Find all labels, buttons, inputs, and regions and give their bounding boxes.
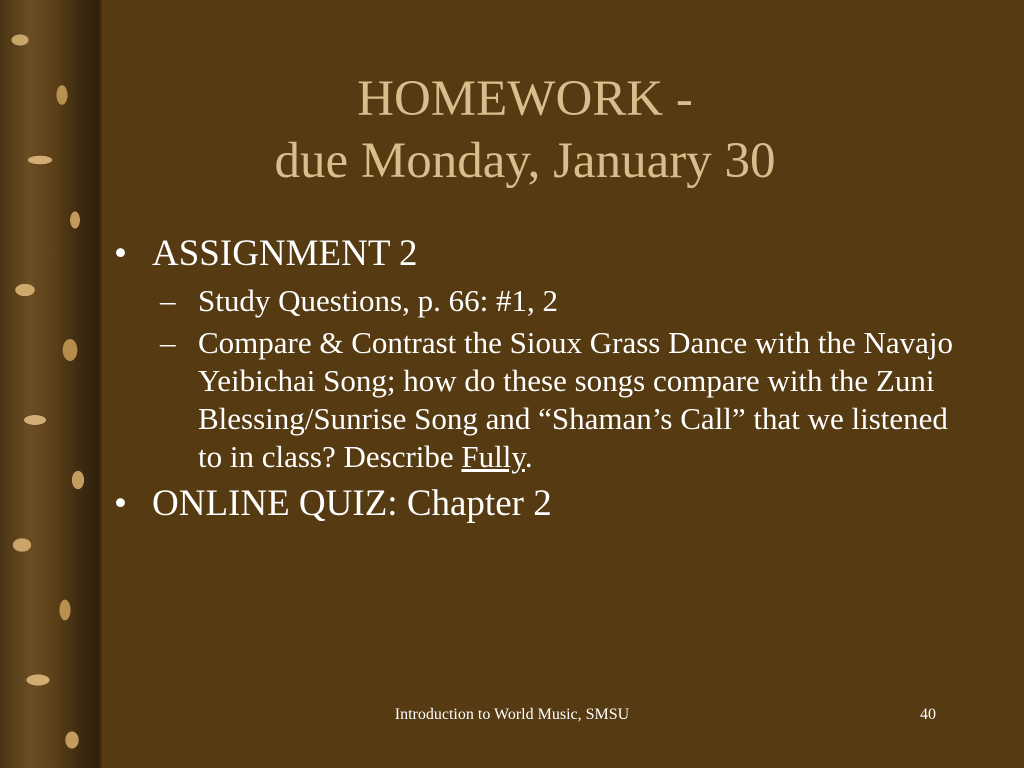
underlined-word: Fully	[461, 439, 525, 474]
bullet-online-quiz	[110, 482, 960, 526]
sub-bullet-text: Study Questions, p. 66: #1, 2	[198, 283, 558, 318]
bullet-text: ASSIGNMENT 2	[152, 233, 418, 274]
decoration-divider	[98, 0, 102, 768]
slide-footer: Introduction to World Music, SMSU	[394, 706, 630, 723]
slide-title	[110, 68, 940, 192]
dash-icon: –	[160, 325, 176, 360]
title-line-2: due Monday, January 30	[274, 133, 776, 189]
bullet-icon: •	[114, 233, 127, 274]
title-line-1: HOMEWORK -	[357, 71, 693, 127]
slide-body	[110, 232, 960, 532]
page-number: 40	[920, 706, 936, 723]
sub-bullet-text: Compare & Contrast the Sioux Grass Dance with the Navajo Yeibichai Song; how do these songs compare with the Zuni Blessing/Sunrise Song and “Shaman’s Call” that we listened to in class? Describe	[198, 325, 954, 474]
dash-icon: –	[160, 283, 176, 318]
bullet-text: ONLINE QUIZ: Chapter 2	[152, 483, 552, 524]
sub-bullet-text-end: .	[524, 439, 533, 474]
sub-bullet-study-questions	[110, 282, 960, 320]
bullet-assignment	[110, 232, 960, 276]
bullet-icon: •	[114, 483, 127, 524]
petroglyph-decoration	[0, 0, 98, 768]
sub-bullet-compare-contrast	[110, 324, 960, 476]
